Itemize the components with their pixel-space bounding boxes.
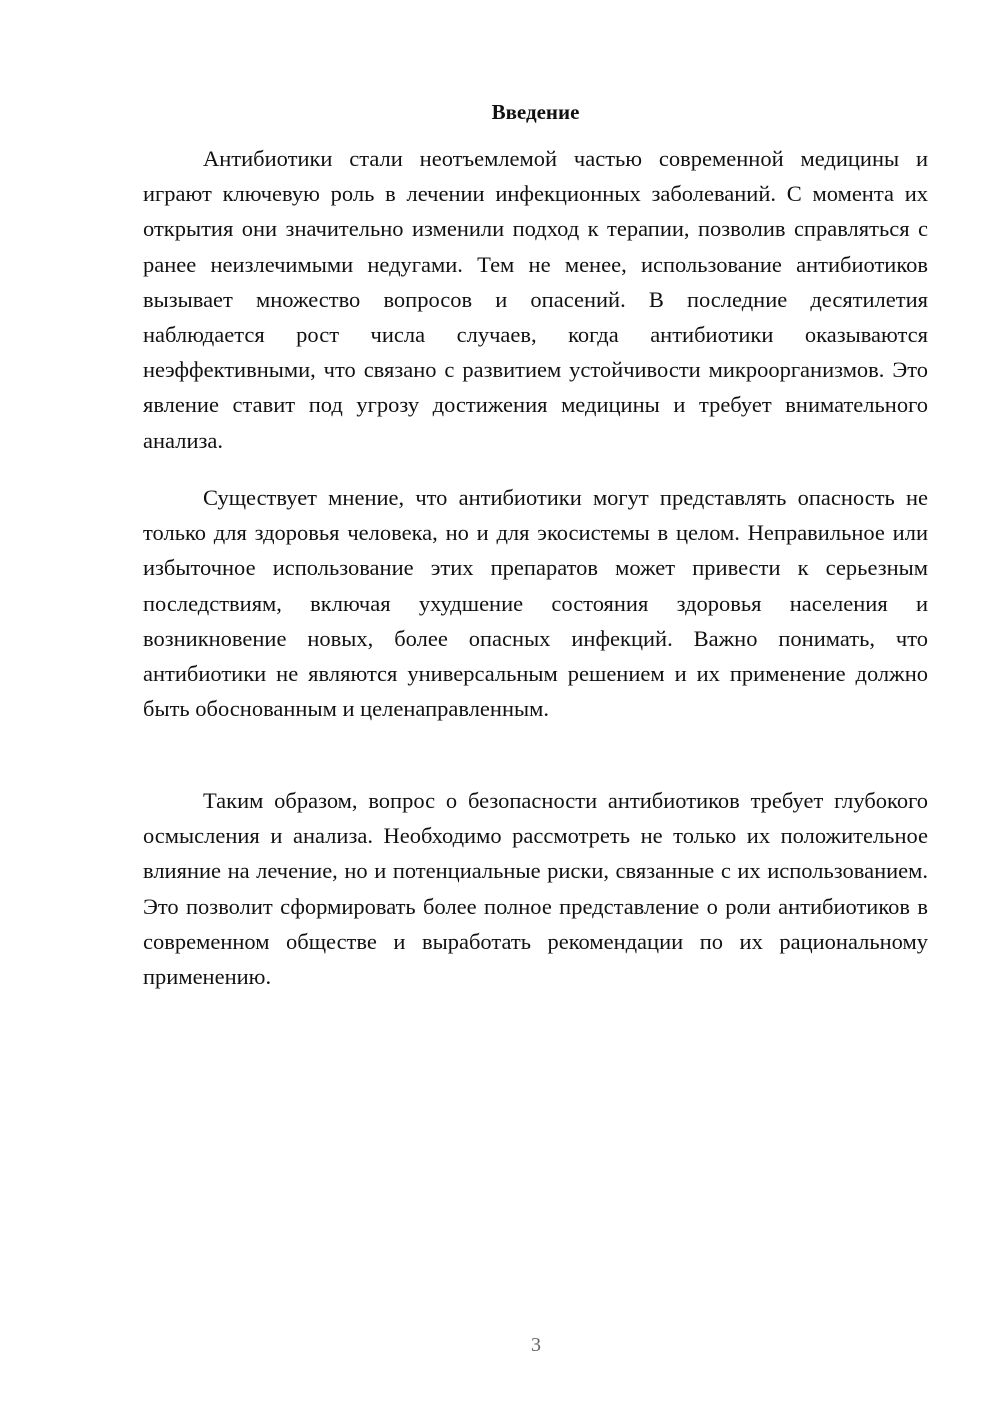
paragraph-1: Антибиотики стали неотъемлемой частью современной медицины и играют ключевую роль в лечении инфекционных заболеваний. С момента их открытия они значительно изменили подход к терапии, позволив справляться с ранее неизлечимыми недугами. Тем не менее, использование антибиотиков вызывает множество вопросов и опасений. В последние десятилетия наблюдается рост числа случаев, когда антибиотики оказываются неэффективными, что связано с развитием устойчивости микроорганизмов. Это явление ставит под угрозу достижения медицины и требует внимательного анализа. <box>143 146 928 453</box>
paragraph-3: Таким образом, вопрос о безопасности антибиотиков требует глубокого осмысления и анализа. Необходимо рассмотреть не только их положительное влияние на лечение, но и потенциальные риски, связанные с их использованием. Это позволит сформировать более полное представление о роли антибиотиков в современном обществе и выработать рекомендации по их рациональному применению. <box>143 788 928 990</box>
section-heading: Введение <box>491 100 580 124</box>
page-number: 3 <box>531 1334 541 1356</box>
paragraph-2: Существует мнение, что антибиотики могут представлять опасность не только для здоровья человека, но и для экосистемы в целом. Неправильное или избыточное использование этих препаратов может привести к серьезным последствиям, включая ухудшение состояния здоровья населения и возникновение новых, более опасных инфекций. Важно понимать, что антибиотики не являются универсальным решением и их применение должно быть обоснованным и целенаправленным. <box>143 485 928 722</box>
